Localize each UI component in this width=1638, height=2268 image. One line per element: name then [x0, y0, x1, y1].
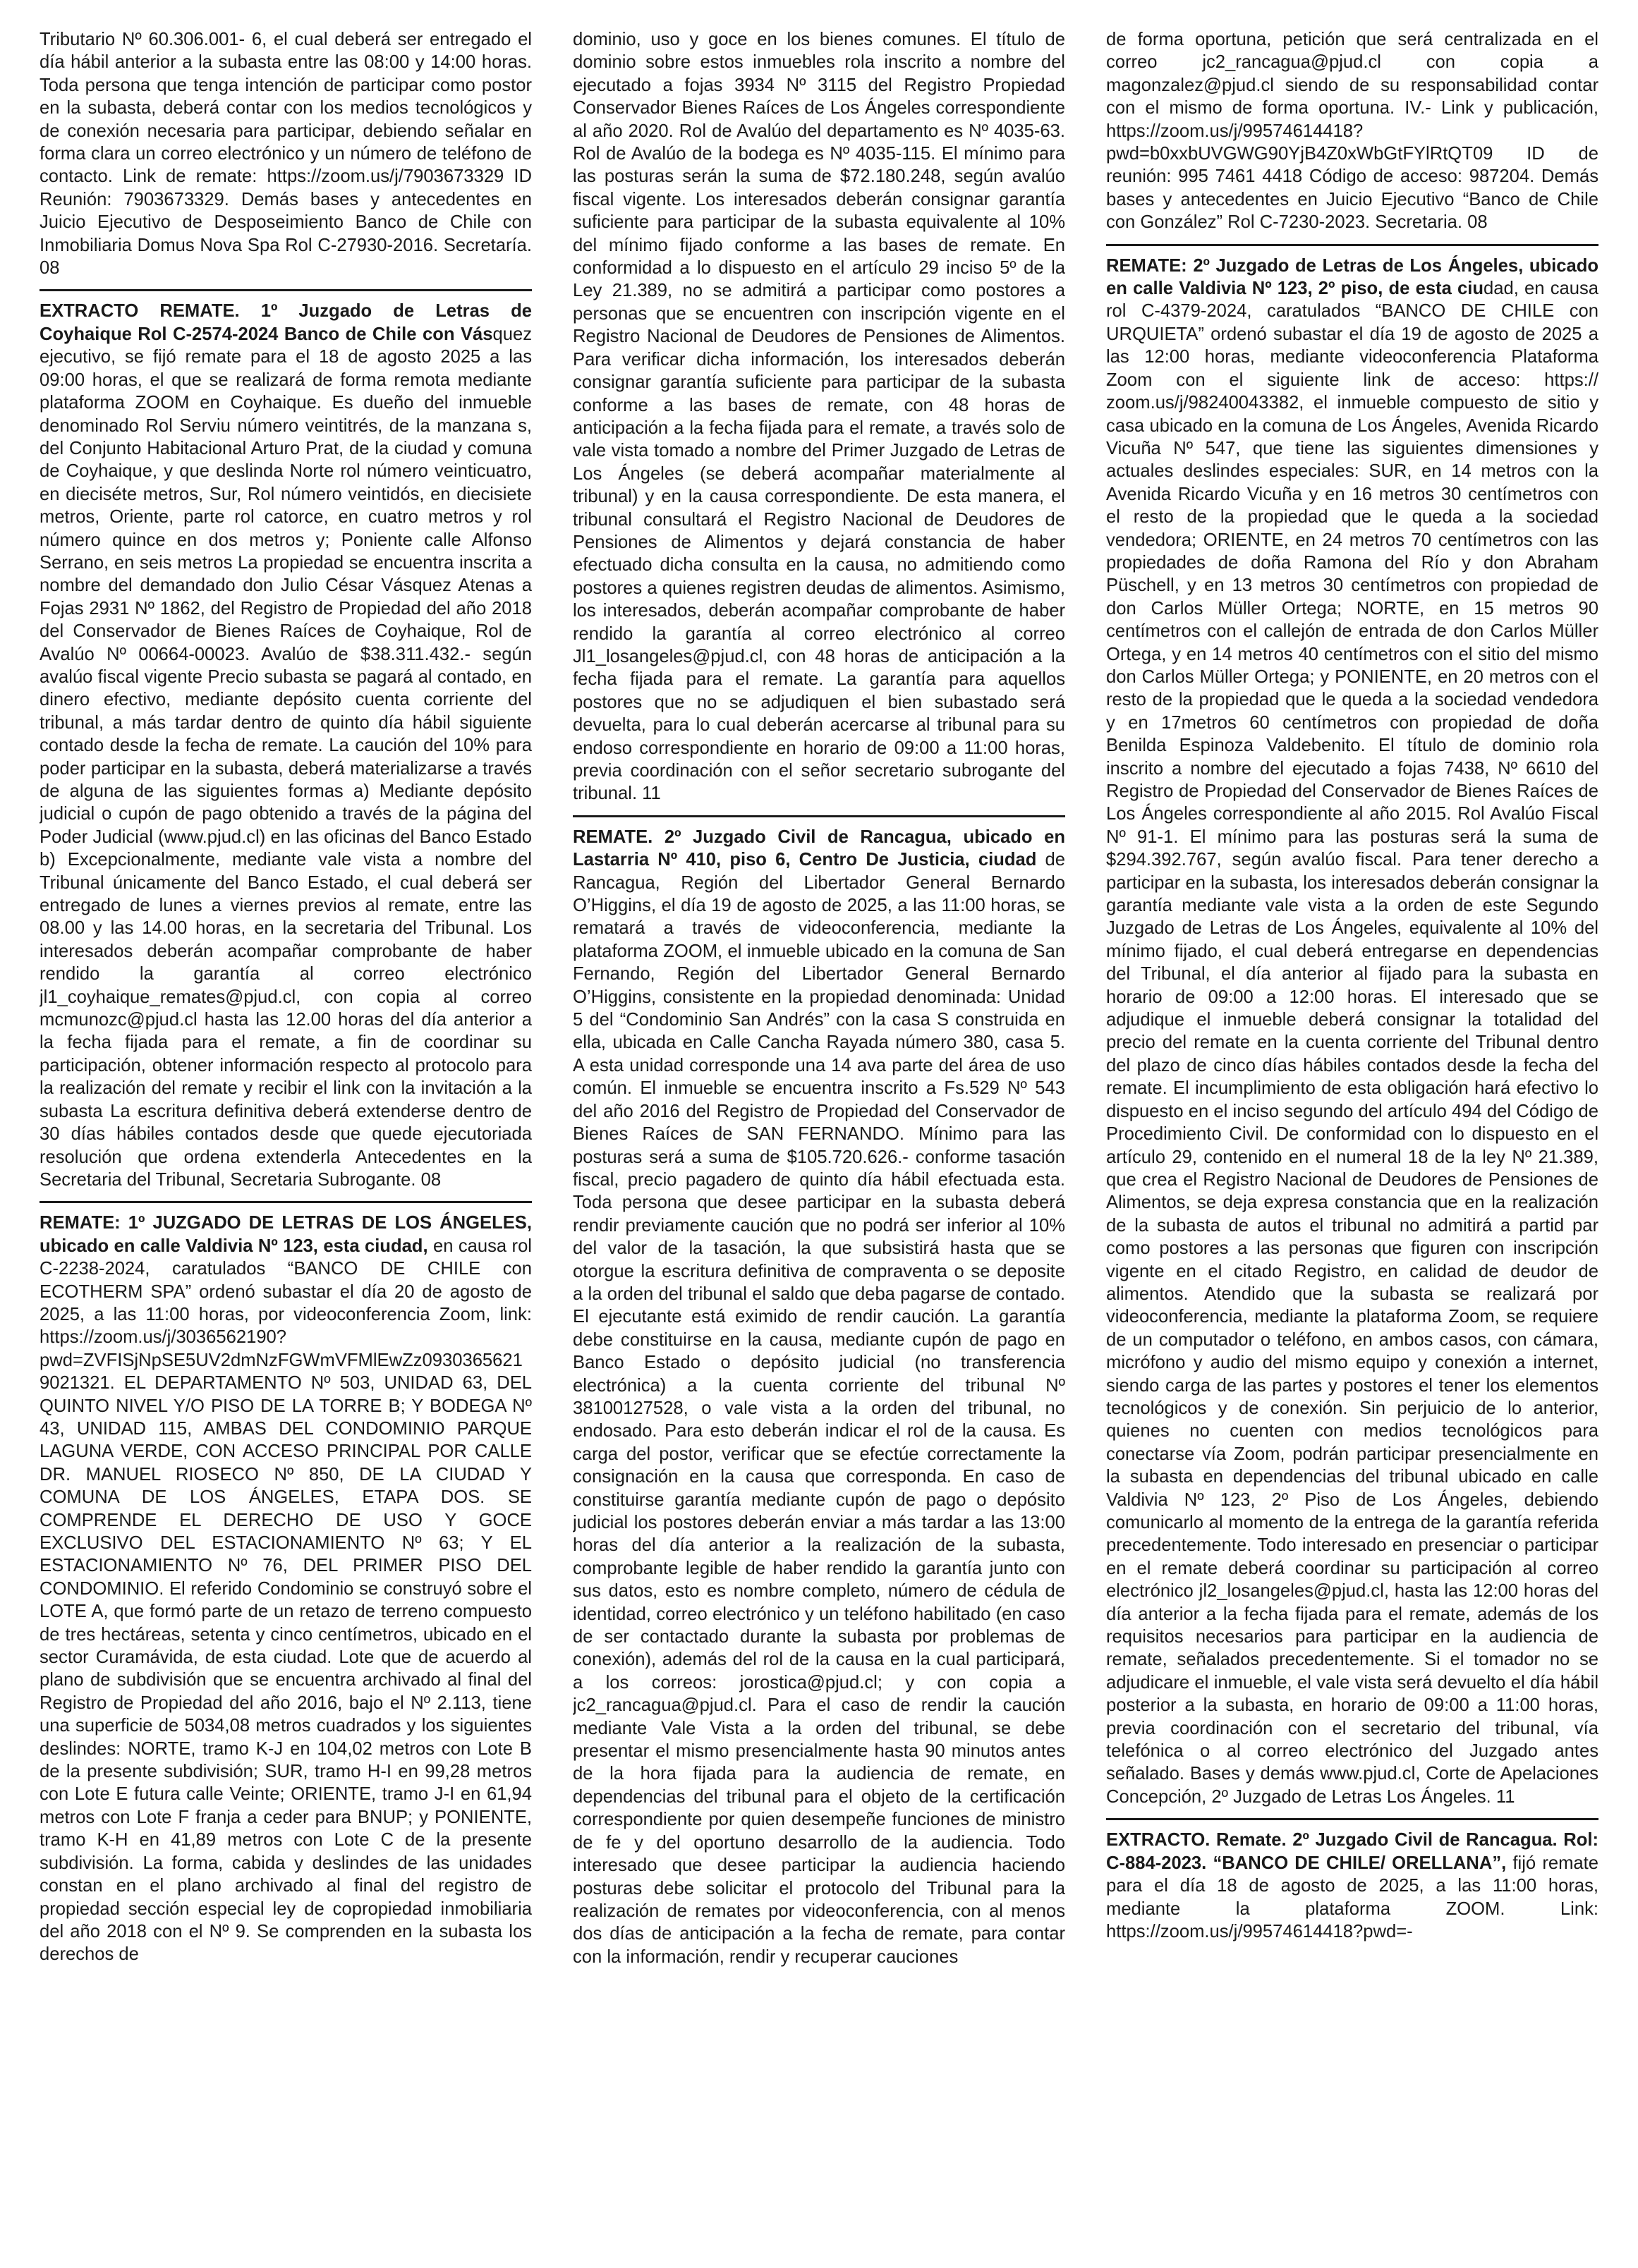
notice-lead: REMATE: 1º JUZGADO DE LETRAS DE LOS ÁNGELES, ubicado en calle Valdivia Nº 123, esta ciudad,	[40, 1213, 532, 1256]
notice-rancagua-remate	[573, 826, 1065, 1968]
notice-body	[573, 826, 1065, 1968]
notice-rancagua-extracto	[1106, 1829, 1598, 1943]
notice-body	[1106, 255, 1598, 1809]
notice-continuation-col3	[1106, 28, 1598, 234]
notice-text: Tributario Nº 60.306.001- 6, el cual deberá ser entregado el día hábil anterior a la subasta entre las 08:00 y 14:00 horas. Toda persona que tenga intención de participar como postor en la subasta, deberá contar con los medios tecnológicos y de conexión necesaria para participar, debiendo señalar en forma clara un correo electrónico y un número de teléfono de contacto. Link de remate: https://zoom.us/j/7903673329 ID Reunión: 7903673329. Demás bases y antecedentes en Juicio Ejecutivo de Desposeimiento Banco de Chile con Inmobiliaria Domus Nova Spa Rol C-27930-2016. Secretaría. 08	[40, 30, 532, 279]
notice-lead: EXTRACTO. Remate. 2º Juzgado Civil de Rancagua. Rol: C-884-2023. “BANCO DE CHILE/ ORELLANA”,	[1106, 1830, 1598, 1873]
notice-lead: REMATE. 2º Juzgado Civil de Rancagua, ubicado en Lastarria Nº 410, piso 6, Centro De Justicia, ciudad	[573, 827, 1065, 870]
notice-text: de forma oportuna, petición que será centralizada en el correo jc2_rancagua@pjud.cl con copia a magonzalez@pjud.cl siendo de su responsabilidad contar con el mismo de forma oportuna. IV.- Link y publicación, https://zoom.us/j/99574614418?pwd=b0xxbUVGWG90YjB4Z0xWbGtFYlRtQT09 ID de reunión: 995 7461 4418 Código de acceso: 987204. Demás bases y antecedentes en Juicio Ejecutivo “Banco de Chile con González” Rol C-7230-2023. Secretaria. 08	[1106, 30, 1598, 233]
notice-body	[40, 300, 532, 1191]
column-1	[40, 28, 532, 2247]
notice-body	[40, 28, 532, 279]
notice-continuation-col2	[573, 28, 1065, 805]
notice-body	[573, 28, 1065, 805]
notice-body	[1106, 28, 1598, 234]
notice-lead: REMATE: 2º Juzgado de Letras de Los Ángeles, ubicado en calle Valdivia Nº 123, 2º piso, de esta ciu	[1106, 255, 1598, 299]
notice-los-angeles-1-remate	[40, 1212, 532, 1965]
notice-text: quez ejecutivo, se fijó remate para el 18 de agosto 2025 a las 09:00 horas, el que se realizará de forma remota mediante plataforma ZOOM en Coyhaique. Es dueño del inmueble denominado Rol Serviu número veintitrés, de la manzana s, del Conjunto Habitacional Arturo Prat, de la ciudad y comuna de Coyhaique, y que deslinda Norte rol número veinticuatro, en dieciséte metros, Sur, Rol número veintidós, en diecisiete metros, Oriente, parte rol catorce, en cuatro metros y rol número quince en dos metros y; Poniente calle Alfonso Serrano, en seis metros La propiedad se encuentra inscrita a nombre del demandado don Julio César Vásquez Atenas a Fojas 2931 Nº 1862, del Registro de Propiedad del año 2018 del Conservador de Bienes Raíces de Coyhaique, Rol de Avalúo Nº 00664-00023. Avalúo de $38.311.432.- según avalúo fiscal vigente Precio subasta se pagará al contado, en dinero efectivo, mediante depósito cuenta corriente del tribunal, a más tardar dentro de quinto día hábil siguiente contado desde la fecha de remate. La caución del 10% para poder participar en la subasta, deberá materializarse a través de alguna de las siguientes formas a) Mediante depósito judicial o cupón de pago obtenido a través de la página del Poder Judicial (www.pjud.cl) en las oficinas del Banco Estado b) Excepcionalmente, mediante vale vista a nombre del Tribunal únicamente del Banco Estado, el cual deberá ser entregado de lunes a viernes previos al remate, entre las 08.00 y las 14.00 horas, en la secretaria del Tribunal. Los interesados deberán acompañar comprobante de haber rendido la garantía al correo electrónico jl1_coyhaique_remates@pjud.cl, con copia al correo mcmunozc@pjud.cl hasta las 12.00 horas del día anterior a la fecha fijada para el remate, a fin de coordinar su participación, obtener información respecto al protocolo para la realización del remate y recibir el link con la invitación a la subasta La escritura definitiva deberá extenderse dentro de 30 días hábiles contados desde que quede ejecutoriada resolución que ordena extenderla Antecedentes en la Secretaria del Tribunal, Secretaria Subrogante. 08	[40, 324, 532, 1190]
notice-text: en causa rol C-2238-2024, caratulados “BANCO DE CHILE con ECOTHERM SPA” ordenó subastar el día 20 de agosto de 2025, a las 11:00 horas, por videoconferencia Zoom, link: https://zoom.us/j/3036562190?pwd=ZVFISjNpSE5UV2dmNzFGWmVFMlEwZz09303656219021321. EL DEPARTAMENTO Nº 503, UNIDAD 63, DEL QUINTO NIVEL Y/O PISO DE LA TORRE B; Y BODEGA Nº 43, UNIDAD 115, AMBAS DEL CONDOMINIO PARQUE LAGUNA VERDE, CON ACCESO PRINCIPAL POR CALLE DR. MANUEL RIOSECO Nº 850, DE LA CIUDAD Y COMUNA DE LOS ÁNGELES, ETAPA DOS. SE COMPRENDE EL DERECHO DE USO Y GOCE EXCLUSIVO DEL ESTACIONAMIENTO Nº 63; Y EL ESTACIONAMIENTO Nº 76, DEL PRIMER PISO DEL CONDOMINIO. El referido Condominio se construyó sobre el LOTE A, que formó parte de un retazo de terreno compuesto de tres hectáreas, setenta y cinco centímetros, ubicado en el sector Curamávida, de esta ciudad. Lote que de acuerdo al plano de subdivisión que se encuentra archivado al final del Registro de Propiedad del año 2016, bajo el Nº 2.113, tiene una superficie de 5034,08 metros cuadrados y los siguientes deslindes: NORTE, tramo K-J en 104,02 metros con Lote B de la presente subdivisión; SUR, tramo H-I en 99,28 metros con Lote E futura calle Veinte; ORIENTE, tramo J-I en 61,94 metros con Lote F franja a ceder para BNUP; y PONIENTE, tramo K-H en 41,89 metros con Lote C de la presente subdivisión. La forma, cabida y deslindes de las unidades constan en el plano archivado al final del registro de propiedad sección especial ley de copropiedad inmobiliaria del año 2018 con el Nº 9. Se comprenden en la subasta los derechos de	[40, 1236, 532, 1965]
notice-divider	[40, 1201, 532, 1203]
notice-divider	[40, 289, 532, 291]
notice-body	[40, 1212, 532, 1965]
notice-los-angeles-2-remate	[1106, 255, 1598, 1809]
notice-divider	[1106, 244, 1598, 246]
notice-body	[1106, 1829, 1598, 1943]
notice-divider	[1106, 1818, 1598, 1820]
notice-divider	[573, 815, 1065, 817]
notice-text: de Rancagua, Región del Libertador General Bernardo O’Higgins, el día 19 de agosto de 2025, a las 11:00 horas, se rematará a través de videoconferencia, mediante la plataforma ZOOM, el inmueble ubicado en la comuna de San Fernando, Región del Libertador General Bernardo O’Higgins, consistente en la propiedad denominada: Unidad 5 del “Condominio San Andrés” con la casa S construida en ella, ubicada en Calle Cancha Rayada número 380, casa 5. A esta unidad corresponde una 14 ava parte del área de uso común. El inmueble se encuentra inscrito a Fs.529 Nº 543 del año 2016 del Registro de Propiedad del Conservador de Bienes Raíces de SAN FERNANDO. Mínimo para las posturas será a suma de $105.720.626.- conforme tasación fiscal, precio pagadero de quinto día hábil efectuada esta. Toda persona que desee participar en la subasta deberá rendir previamente caución que no podrá ser inferior al 10% del valor de la tasación, la que subsistirá hasta que se otorgue la escritura definitiva de compraventa o se deposite a la orden del tribunal el saldo que deba pagarse de contado. El ejecutante está eximido de rendir caución. La garantía debe constituirse en la causa, mediante cupón de pago en Banco Estado o depósito judicial (no transferencia electrónica) a la cuenta corriente del tribunal Nº 38100127528, o vale vista a la orden del tribunal, no endosado. Para esto deberán indicar el rol de la causa. Es carga del postor, verificar que se efectúe correctamente la consignación en la causa que corresponda. En caso de constituirse garantía mediante cupón de pago o depósito judicial los postores deberán enviar a más tardar a las 13:00 horas del día anterior a la realización de la subasta, comprobante legible de haber rendido la garantía junto con sus datos, esto es nombre completo, número de cédula de identidad, correo electrónico y un teléfono habilitado (en caso de ser contactado durante la subasta por problemas de conexión), además del rol de la causa en la cual participará, a los correos: jorostica@pjud.cl; y con copia a jc2_rancagua@pjud.cl. Para el caso de rendir la caución mediante Vale Vista a la orden del tribunal, se debe presentar el mismo presencialmente hasta 90 minutos antes de la hora fijada para la audiencia de remate, en dependencias del tribunal para el objeto de la certificación correspondiente por quien desempeñe funciones de ministro de fe y del oportuno desarrollo de la audiencia. Todo interesado que desee participar la audiencia haciendo posturas debe solicitar el protocolo del Tribunal para la realización de remates por videoconferencia, con al menos dos días de anticipación a la fecha de remate, para contar con la información, rendir y recuperar cauciones	[573, 850, 1065, 1967]
notice-text: fijó remate para el día 18 de agosto de 2025, a las 11:00 horas, mediante la plataforma ZOOM. Link: https://zoom.us/j/99574614418?pwd=-	[1106, 1853, 1598, 1941]
column-3	[1106, 28, 1598, 2247]
notice-lead: EXTRACTO REMATE. 1º Juzgado de Letras de Coyhaique Rol C-2574-2024 Banco de Chile con Vás	[40, 301, 532, 344]
column-2	[573, 28, 1065, 2247]
notice-continuation-col1	[40, 28, 532, 279]
notice-coyhaique-remate	[40, 300, 532, 1191]
notice-text: dad, en causa rol C-4379-2024, caratulados “BANCO DE CHILE con URQUIETA” ordenó subastar el día 19 de agosto de 2025 a las 12:00 horas, mediante videoconferencia Plataforma Zoom con el siguiente link de acceso: https:// zoom.us/j/98240043382, el inmueble compuesto de sitio y casa ubicado en la comuna de Los Ángeles, Avenida Ricardo Vicuña Nº 547, que tiene las siguientes dimensiones y actuales deslindes especiales: SUR, en 14 metros con la Avenida Ricardo Vicuña y en 16 metros 30 centímetros con el resto de la propiedad que le queda a la sociedad vendedora; ORIENTE, en 24 metros 70 centímetros con las propiedades de doña Ramona del Río y don Abraham Püschell, y en 13 metros 30 centímetros con propiedad de don Carlos Müller Ortega; NORTE, en 15 metros 90 centímetros con el callejón de entrada de don Carlos Müller Ortega, y en 14 metros 40 centímetros con el sitio del mismo don Carlos Müller Ortega; y PONIENTE, en 20 metros con el resto de la propiedad que le queda a la sociedad vendedora y en 17metros 60 centímetros con propiedad de doña Benilda Espinoza Valdebenito. El título de dominio rola inscrito a nombre del ejecutado a fojas 7438, Nº 6610 del Registro de Propiedad del Conservador de Bienes Raíces de Los Ángeles correspondiente al año 2015. Rol Avalúo Fiscal Nº 91-1. El mínimo para las posturas será la suma de $294.392.767, según avalúo fiscal. Para tener derecho a participar en la subasta, los interesados deberán consignar la garantía mediante vale vista a la orden de este Segundo Juzgado de Letras de Los Ángeles, equivalente al 10% del mínimo fijado, el cual deberá entregarse en dependencias del Tribunal, el día anterior al fijado para la subasta en horario de 09:00 a 12:00 horas. El interesado que se adjudique el inmueble deberá consignar la totalidad del precio del remate en la cuenta corriente del Tribunal dentro del plazo de cinco días hábiles contados desde la fecha del remate. El incumplimiento de esta obligación hará efectivo lo dispuesto en el inciso segundo del artículo 494 del Código de Procedimiento Civil. De conformidad con lo dispuesto en el artículo 29, contenido en el numeral 18 de la ley Nº 21.389, que crea el Registro Nacional de Deudores de Pensiones de Alimentos, se deja expresa constancia que en la realización de la subasta de autos el tribunal no admitirá a partid par como postores a las personas que figuren con inscripción vigente en el citado Registro, en calidad de deudor de alimentos. Atendido que la subasta se realizará por videoconferencia, mediante la plataforma Zoom, se requiere de un computador o teléfono, en ambos casos, con cámara, micrófono y audio del mismo equipo y conexión a internet, siendo carga de las partes y postores el tener los elementos tecnológicos y de conexión. Sin perjuicio de lo anterior, quienes no cuenten con medios tecnológicos para conectarse vía Zoom, podrán participar presencialmente en la subasta en dependencias del tribunal ubicado en calle Valdivia Nº 123, 2º Piso de Los Ángeles, debiendo comunicarlo al momento de la entrega de la garantía referida precedentemente. Todo interesado en presenciar o participar en el remate deberá coordinar su participación al correo electrónico jl2_losangeles@pjud.cl, hasta las 12:00 horas del día anterior a la fecha fijada para el remate, además de los requisitos necesarios para participar en la audiencia de remate, señalados precedentemente. Si el tomador no se adjudicare el inmueble, el vale vista será devuelto el día hábil posterior a la subasta, en horario de 09:00 a 11:00 horas, previa coordinación con el secretario del tribunal, vía telefónica o al correo electrónico del Juzgado antes señalado. Bases y demás www.pjud.cl, Corte de Apelaciones Concepción, 2º Juzgado de Letras Los Ángeles. 11	[1106, 279, 1598, 1807]
notice-text: dominio, uso y goce en los bienes comunes. El título de dominio sobre estos inmuebles rola inscrito a nombre del ejecutado a fojas 3934 Nº 3115 del Registro Propiedad Conservador Bienes Raíces de Los Ángeles correspondiente al año 2020. Rol de Avalúo del departamento es Nº 4035-63. Rol de Avalúo de la bodega es Nº 4035-115. El mínimo para las posturas serán la suma de $72.180.248, según avalúo fiscal vigente. Los interesados deberán consignar garantía suficiente para participar de la subasta equivalente al 10% del mínimo fijado conforme a las bases de remate. En conformidad a lo dispuesto en el artículo 29 inciso 5º de la Ley 21.389, no se admitirá a participar como postores a personas que se encuentren con inscripción vigente en el Registro Nacional de Deudores de Pensiones de Alimentos. Para verificar dicha información, los interesados deberán consignar garantía suficiente para participar de la subasta conforme a las bases de remate, con 48 horas de anticipación a la fecha fijada para el remate, a través solo de vale vista tomado a nombre del Primer Juzgado de Letras de Los Ángeles (se deberá acompañar materialmente al tribunal) y en la causa correspondiente. De esta manera, el tribunal consultará el Registro Nacional de Deudores de Pensiones de Alimentos y dejará constancia de haber efectuado dicha consulta en la causa, no admitiendo como postores a quienes registren deudas de alimentos. Asimismo, los interesados, deberán acompañar comprobante de haber rendido la garantía al correo electrónico al correo Jl1_losangeles@pjud.cl, con 48 horas de anticipación a la fecha fijada para el remate. La garantía para aquellos postores que no se adjudiquen el bien subastado será devuelta, para lo cual deberán acercarse al tribunal para su endoso correspondiente en horario de 09:00 a 11:00 horas, previa coordinación con el señor secretario subrogante del tribunal. 11	[573, 30, 1065, 804]
